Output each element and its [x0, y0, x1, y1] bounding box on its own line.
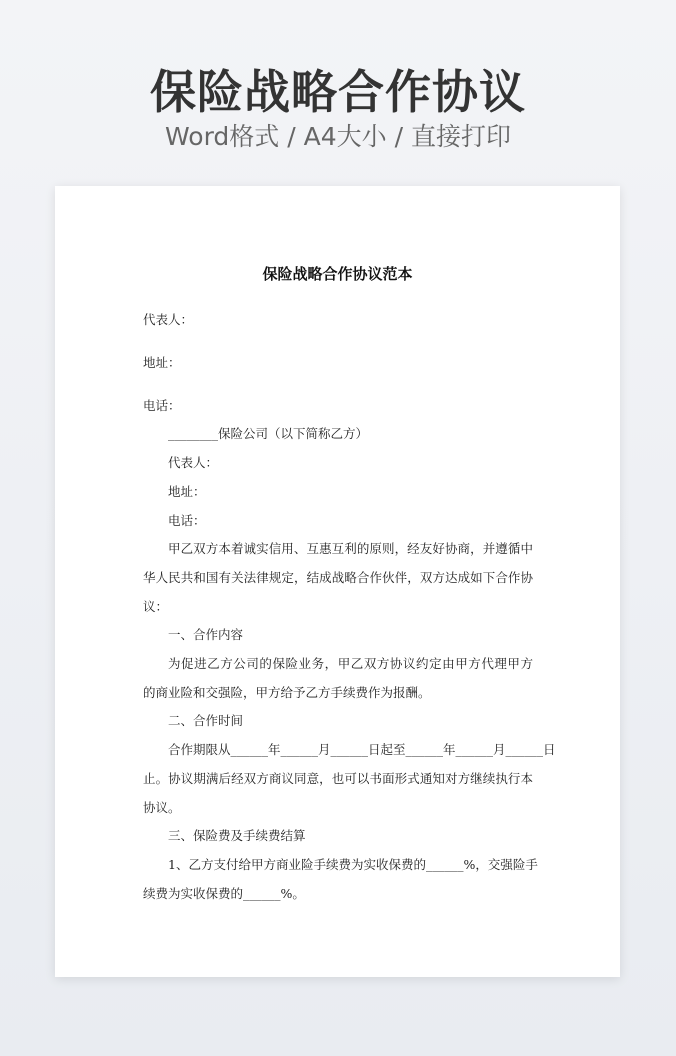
section1-heading: 一、合作内容 [168, 627, 244, 642]
section2-heading: 二、合作时间 [168, 713, 244, 728]
preamble-line: 华人民共和国有关法律规定，结成战略合作伙伴，双方达成如下合作协 [143, 570, 533, 585]
party-a-representative: 代表人： [143, 312, 194, 327]
section1-line: 的商业险和交强险，甲方给予乙方手续费作为报酬。 [143, 685, 431, 700]
preamble-line: 议： [143, 599, 169, 614]
section2-line: 协议。 [143, 800, 181, 815]
section3-heading: 三、保险费及手续费结算 [168, 828, 306, 843]
party-a-phone: 电话： [143, 398, 181, 413]
party-b-phone: 电话： [168, 513, 206, 528]
document-title: 保险战略合作协议范本 [262, 265, 413, 283]
section3-line: 续费为实收保费的______%。 [143, 886, 305, 901]
section2-line: 合作期限从______年______月______日起至______年______月______日 [168, 742, 556, 757]
section1-line: 为促进乙方公司的保险业务，甲乙双方协议约定由甲方代理甲方 [168, 656, 533, 671]
preamble-line: 甲乙双方本着诚实信用、互惠互利的原则，经友好协商，并遵循中 [168, 541, 533, 556]
party-b-representative: 代表人： [168, 455, 219, 470]
header-subtitle: Word格式 / A4大小 / 直接打印 [165, 122, 511, 151]
header-title: 保险战略合作协议 [150, 65, 526, 119]
document-page [55, 186, 620, 977]
party-a-address: 地址： [143, 355, 181, 370]
section3-line: 1、乙方支付给甲方商业险手续费为实收保费的______%，交强险手 [168, 857, 538, 872]
party-b-address: 地址： [168, 484, 206, 499]
party-b-name-line: ________保险公司（以下简称乙方） [168, 426, 369, 441]
section2-line: 止。协议期满后经双方商议同意，也可以书面形式通知对方继续执行本 [143, 771, 533, 786]
